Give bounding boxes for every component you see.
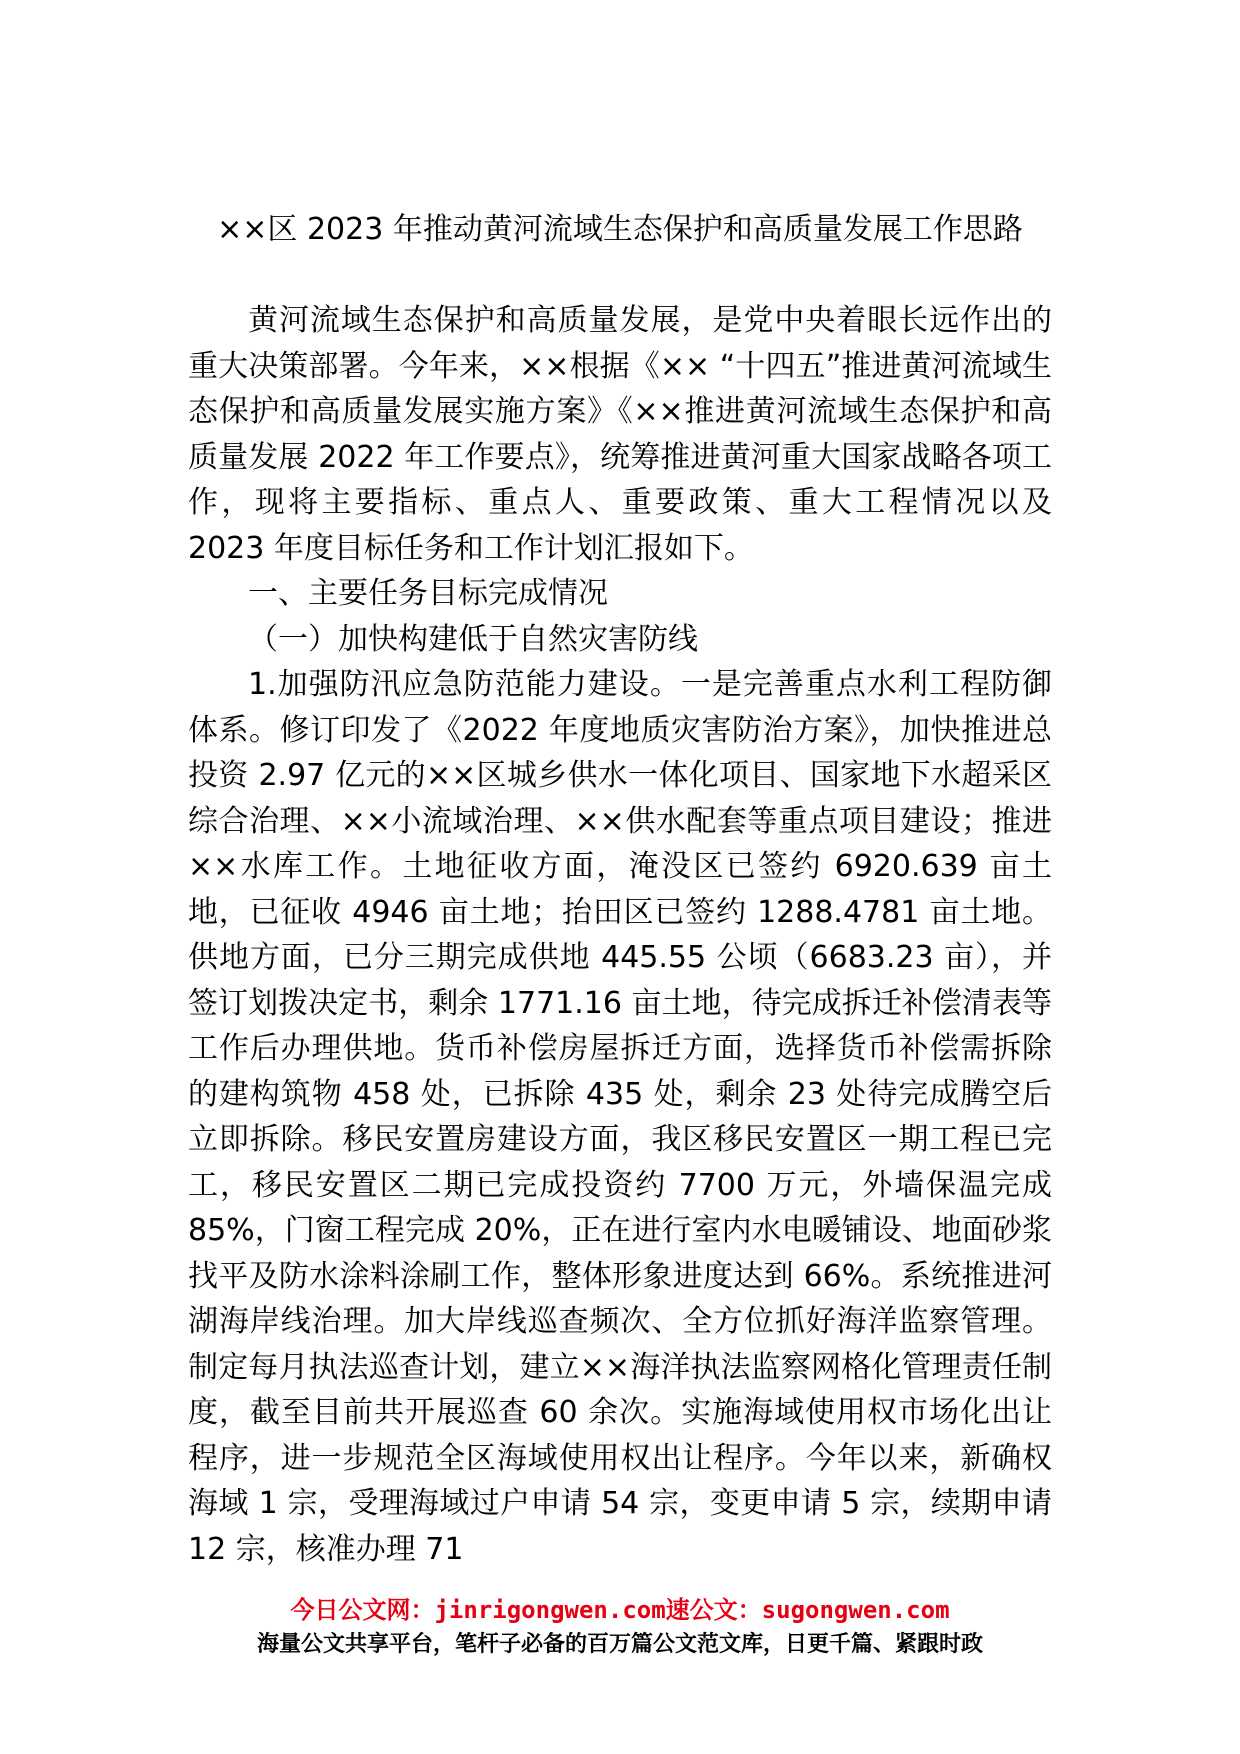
site1-label: 今日公文网： xyxy=(290,1596,435,1624)
intro-paragraph: 黄河流域生态保护和高质量发展，是党中央着眼长远作出的重大决策部署。今年来，××根据《×× “十四五”推进黄河流域生态保护和高质量发展实施方案》《××推进黄河流域生态保护和高质量发展 2022 年工作要点》，统筹推进黄河重大国家战略各项工作，现将主要指标、重点人、重要政策、重大工程情况以及 2023 年度目标任务和工作计划汇报如下。 xyxy=(188,303,1052,566)
subsection-heading: （一）加快构建低于自然灾害防线 xyxy=(248,621,698,657)
site1-link[interactable]: jinrigongwen.com xyxy=(434,1596,666,1624)
site2-label: 速公文： xyxy=(665,1596,762,1624)
footer-tagline: 海量公文共享平台，笔杆子必备的百万篇公文范文库，日更千篇、紧跟时政 xyxy=(256,1632,983,1657)
body-paragraph: 1.加强防汛应急防范能力建设。一是完善重点水利工程防御体系。修订印发了《2022 年度地质灾害防治方案》，加快推进总投资 2.97 亿元的××区城乡供水一体化项目、国家地下水超采区综合治理、××小流域治理、××供水配套等重点项目建设；推进××水库工作。土地征收方面，淹没区已签约 6920.639 亩土地，已征收 4946 亩土地；抬田区已签约 1288.4781 亩土地。供地方面，已分三期完成供地 445.55 公顷（6683.23 亩），并签订划拨决定书，剩余 1771.16 亩土地，待完成拆迁补偿清表等工作后办理供地。货币补偿房屋拆迁方面，选择货币补偿需拆除的建构筑物 458 处，已拆除 435 处，剩余 23 处待完成腾空后立即拆除。移民安置房建设方面，我区移民安置区一期工程已完工，移民安置区二期已完成投资约 7700 万元，外墙保温完成 85%，门窗工程完成 20%，正在进行室内水电暖铺设、地面砂浆找平及防水涂料涂刷工作，整体形象进度达到 66%。系统推进河湖海岸线治理。加大岸线巡查频次、全方位抓好海洋监察管理。制定每月执法巡查计划，建立××海洋执法监察网格化管理责任制度，截至目前共开展巡查 60 余次。实施海域使用权市场化出让程序，进一步规范全区海域使用权出让程序。今年以来，新确权海域 1 宗，受理海域过户申请 54 宗，变更申请 5 宗，续期申请 12 宗，核准办理 71 xyxy=(188,667,1052,1567)
section-heading: 一、主要任务目标完成情况 xyxy=(248,576,608,611)
document-body xyxy=(188,298,1052,1572)
site2-link[interactable]: sugongwen.com xyxy=(761,1596,950,1624)
footer-watermark xyxy=(0,1592,1240,1662)
footer-links xyxy=(0,1592,1240,1628)
document-title: ××区 2023 年推动黄河流域生态保护和高质量发展工作思路 xyxy=(217,212,1023,247)
